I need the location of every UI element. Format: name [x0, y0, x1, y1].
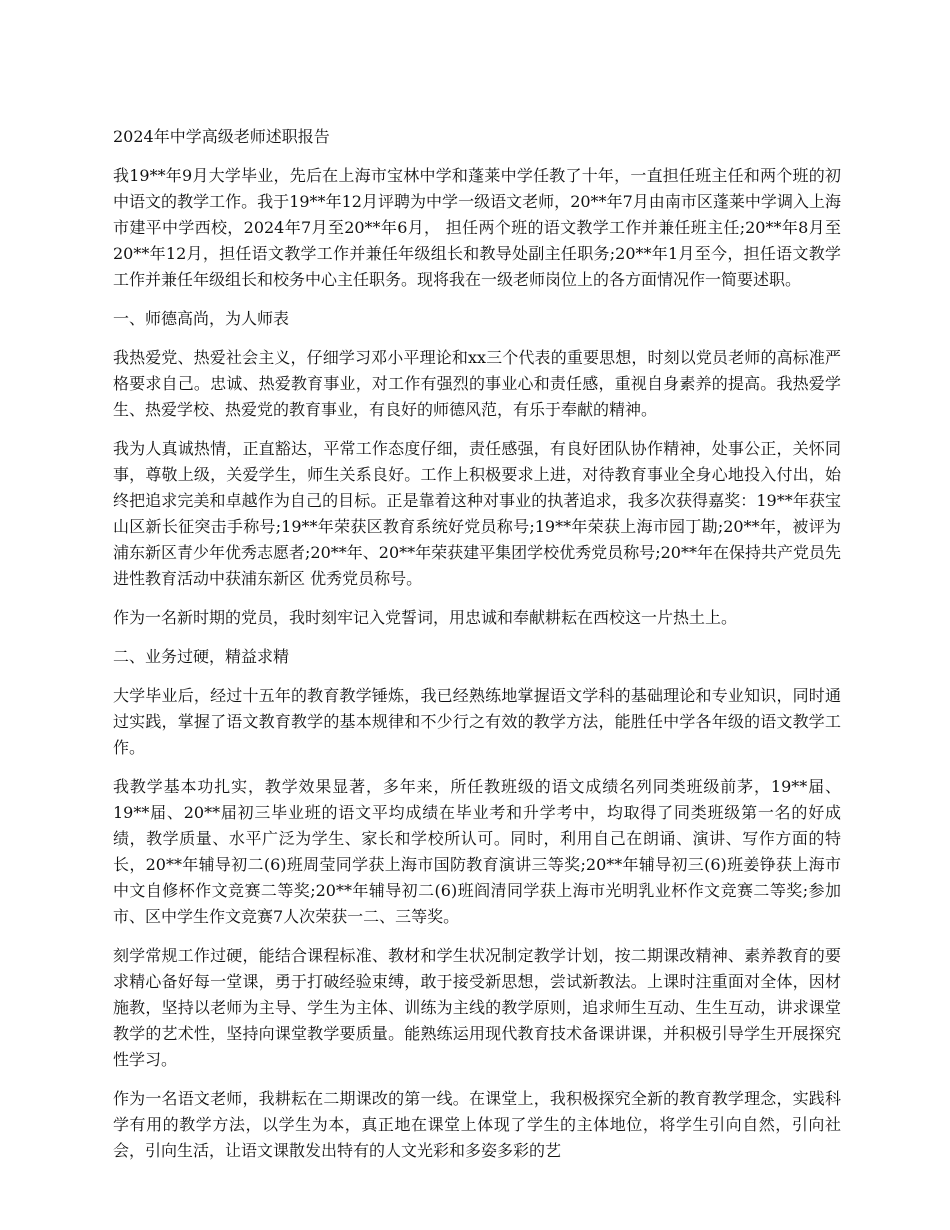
paragraph-professional-3: 刻学常规工作过硬，能结合课程标准、教材和学生状况制定教学计划，按二期课改精神、素养教育的要求精心备好每一堂课，勇于打破经验束缚，敢于接受新思想，尝试新教法。上课时注重面对全体，因材施教，坚持以老师为主导、学生为主体、训练为主线的教学原则，追求师生互动、生生互动，讲求课堂教学的艺术性，坚持向课堂教学要质量。能熟练运用现代教育技术备课讲课，并积极引导学生开展探究性学习。 — [113, 946, 841, 1069]
document-body — [113, 124, 841, 1177]
paragraph-professional-4: 作为一名语文老师，我耕耘在二期课改的第一线。在课堂上，我积极探究全新的教育教学理念，实践科学有用的教学方法，以学生为本，真正地在课堂上体现了学生的主体地位，将学生引向自然，引向社会，引向生活，让语文课散发出特有的人文光彩和多姿多彩的艺 — [113, 1089, 841, 1160]
section-heading-ethics: 一、师德高尚，为人师表 — [113, 309, 290, 328]
paragraph-ethics-1: 我热爱党、热爱社会主义，仔细学习邓小平理论和xx三个代表的重要思想，时刻以党员老师的高标准严格要求自己。忠诚、热爱教育事业，对工作有强烈的事业心和责任感，重视自身素养的提高。我热爱学生、热爱学校、热爱党的教育事业，有良好的师德风范，有乐于奉献的精神。 — [113, 348, 841, 419]
paragraph-ethics-2: 我为人真诚热情，正直豁达，平常工作态度仔细，责任感强，有良好团队协作精神，处事公正，关怀同事，尊敬上级，关爱学生，师生关系良好。工作上积极要求上进，对待教育事业全身心地投入付出，始终把追求完美和卓越作为自己的目标。正是靠着这种对事业的执著追求，我多次获得嘉奖：19**年获宝山区新长征突击手称号;19**年荣获区教育系统好党员称号;19**年荣获上海市园丁勘;20**年，被评为浦东新区青少年优秀志愿者;20**年、20**年荣获建平集团学校优秀党员称号;20**年在保持共产党员先进性教育活动中获浦东新区 优秀党员称号。 — [113, 439, 841, 588]
paragraph-ethics-3: 作为一名新时期的党员，我时刻牢记入党誓词，用忠诚和奉献耕耘在西校这一片热土上。 — [113, 608, 738, 627]
paragraph-professional-2: 我教学基本功扎实，教学效果显著，多年来，所任教班级的语文成绩名列同类班级前茅，19**届、19**届、20**届初三毕业班的语文平均成绩在毕业考和升学考中，均取得了同类班级第一名的好成绩，教学质量、水平广泛为学生、家长和学校所认可。同时，利用自己在朗诵、演讲、写作方面的特长，20**年辅导初二(6)班周莹同学获上海市国防教育演讲三等奖;20**年辅导初三(6)班姜铮获上海市中文自修杯作文竞赛二等奖;20**年辅导初二(6)班阎清同学获上海市光明乳业杯作文竞赛二等奖;参加市、区中学生作文竞赛7人次荣获一二、三等奖。 — [113, 777, 841, 926]
section-heading-professional: 二、业务过硬，精益求精 — [113, 647, 290, 666]
document-title: 2024年中学高级老师述职报告 — [113, 127, 330, 146]
paragraph-professional-1: 大学毕业后，经过十五年的教育教学锤炼，我已经熟练地掌握语文学科的基础理论和专业知识，同时通过实践，掌握了语文教育教学的基本规律和不少行之有效的教学方法，能胜任中学各年级的语文教学工作。 — [113, 686, 841, 757]
paragraph-intro: 我19**年9月大学毕业，先后在上海市宝林中学和蓬莱中学任教了十年，一直担任班主任和两个班的初中语文的教学工作。我于19**年12月评聘为中学一级语文老师，20**年7月由南市区蓬莱中学调入上海市建平中学西校，2024年7月至20**年6月， 担任两个班的语文教学工作并兼任班主任;20**年8月至20**年12月，担任语文教学工作并兼任年级组长和教导处副主任职务;20**年1月至今，担任语文教学工作并兼任年级组长和校务中心主任职务。现将我在一级老师岗位上的各方面情况作一简要述职。 — [113, 166, 841, 289]
